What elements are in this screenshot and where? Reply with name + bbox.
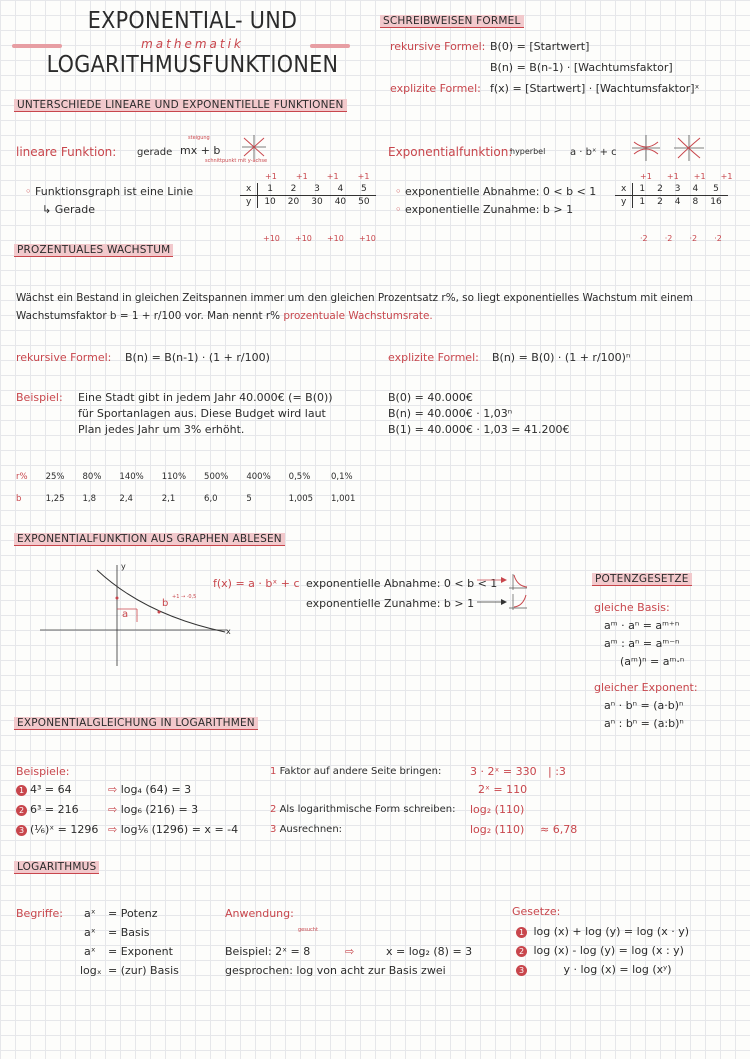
schreibweisen-heading: SCHREIBWEISEN FORMEL xyxy=(380,15,524,28)
lin-type: gerade xyxy=(137,147,173,158)
begriff-definition: = Basis xyxy=(108,926,150,939)
lin-y-cell: 10 xyxy=(264,197,276,207)
lin-label: lineare Funktion: xyxy=(16,145,117,159)
rate-r-cell: 110% xyxy=(161,472,187,482)
example-equation: 6³ = 216 xyxy=(30,803,79,816)
gleichung-example-2 xyxy=(16,803,79,817)
begriff-definition: = (zur) Basis xyxy=(108,964,179,977)
lin-top-ann: +1 xyxy=(295,172,308,181)
gesetze-label: Gesetze: xyxy=(512,905,561,918)
potenz-gb-3: (aᵐ)ⁿ = aᵐ·ⁿ xyxy=(620,655,685,668)
example-equation: 4³ = 64 xyxy=(30,783,72,796)
exp-table-top-arrows xyxy=(620,164,732,183)
anwendung-line-1: Beispiel: 2ˣ = 8 xyxy=(225,945,311,958)
title-decoration-bar xyxy=(12,44,62,48)
rate-b-cell: 2,1 xyxy=(161,494,176,504)
rate-b-cell: 1,001 xyxy=(331,494,356,504)
lin-top-ann: +1 xyxy=(357,172,370,181)
exp-y-cell: 1 xyxy=(639,197,646,207)
calc-line-2: B(n) = 40.000€ · 1,03ⁿ xyxy=(388,407,513,420)
lin-x-cell: 5 xyxy=(352,183,375,196)
rate-r-cell: 500% xyxy=(204,472,229,482)
schreibweisen-rek-2: B(n) = B(n-1) · [Wachtumsfaktor] xyxy=(490,61,673,74)
gleichung-beispiele-label: Beispiele: xyxy=(16,765,70,778)
graph-b-annotation: +1 → ·0,5 xyxy=(172,594,197,600)
exp-x-cell: 4 xyxy=(687,183,705,196)
potenz-heading: POTENZGESETZE xyxy=(592,573,692,586)
beispiel-label: Beispiel: xyxy=(16,391,63,404)
lin-bottom-ann: +10 xyxy=(263,234,280,243)
begriffe-label: Begriffe: xyxy=(16,907,63,920)
lin-ann-m: steigung xyxy=(188,135,210,141)
example-number-badge: 2 xyxy=(16,805,27,816)
beispiel-line-2: für Sportanlagen aus. Diese Budget wird laut xyxy=(78,407,326,420)
gleichung-log-3 xyxy=(108,823,238,837)
gleichung-step-2 xyxy=(270,803,455,816)
lin-formula: mx + b xyxy=(180,144,221,157)
rate-b-cell: 1,25 xyxy=(45,494,65,504)
ablesen-abnahme: exponentielle Abnahme: 0 < b < 1 xyxy=(306,577,498,590)
gleichung-log-1 xyxy=(108,783,191,797)
step-3-result: log₂ (110) xyxy=(470,823,525,836)
gesetz-number-badge: 1 xyxy=(516,927,527,938)
gesetz-2 xyxy=(516,944,684,958)
page-title-line1: EXPONENTIAL- UND xyxy=(87,8,298,34)
step-3-approx: ≈ 6,78 xyxy=(540,823,578,836)
lin-table-bottom-arrows xyxy=(245,226,376,245)
potenz-ge-1: aⁿ · bⁿ = (a·b)ⁿ xyxy=(604,699,684,712)
step-2-result: log₂ (110) xyxy=(470,803,525,816)
begriff-symbol: aˣ xyxy=(84,926,96,939)
schreibweisen-exp-1: f(x) = [Startwert] · [Wachtumsfaktor]ˣ xyxy=(490,82,700,95)
rate-r-cell: 0,5% xyxy=(288,472,311,482)
exp-bottom-ann: ·2 xyxy=(714,234,722,243)
exp-bullet-1-text: exponentielle Abnahme: 0 < b < 1 xyxy=(405,185,597,198)
gesetz-text: log (x) - log (y) = log (x : y) xyxy=(533,944,684,957)
exp-bullet-2-text: exponentielle Zunahme: b > 1 xyxy=(405,203,574,216)
lin-bottom-ann: +10 xyxy=(326,234,344,243)
example-log: log⅙ (1296) = x = -4 xyxy=(120,823,239,836)
lin-top-ann: +1 xyxy=(326,172,339,181)
logarithmus-heading: LOGARITHMUS xyxy=(14,861,99,874)
gleichung-example-1 xyxy=(16,783,72,797)
step-number: 1 xyxy=(270,766,277,777)
lin-y-cell: 50 xyxy=(358,197,370,207)
lin-bottom-ann: +10 xyxy=(358,234,376,243)
exp-formula: a · bˣ + c xyxy=(570,147,617,158)
exp-bullet-2: ◦ exponentielle Zunahme: b > 1 xyxy=(395,203,574,216)
potenz-gb-1: aᵐ · aⁿ = aᵐ⁺ⁿ xyxy=(604,619,680,632)
example-log: log₄ (64) = 3 xyxy=(120,783,192,796)
exp-top-ann: +1 xyxy=(720,172,733,181)
prozentual-heading: PROZENTUALES WACHSTUM xyxy=(14,244,173,257)
graph-x-label: x xyxy=(226,627,231,636)
ablesen-heading: EXPONENTIALFUNKTION AUS GRAPHEN ABLESEN xyxy=(14,533,285,546)
lin-x-cell: 4 xyxy=(329,183,352,196)
potenz-gleiche-basis: gleiche Basis: xyxy=(594,601,670,614)
lin-table-top-arrows xyxy=(245,164,369,183)
rate-b-cell: b xyxy=(16,494,22,504)
rate-r-cell: 0,1% xyxy=(331,472,353,482)
lin-y-cell: 40 xyxy=(334,197,347,207)
gesetz-text: y · log (x) = log (xʸ) xyxy=(563,963,672,976)
page-title-line2: LOGARITHMUSFUNKTIONEN xyxy=(46,52,339,78)
exp-bullet-1: ◦ exponentielle Abnahme: 0 < b < 1 xyxy=(395,185,597,198)
gleichung-heading: EXPONENTIALGLEICHUNG IN LOGARITHMEN xyxy=(14,717,258,730)
unterschiede-heading: UNTERSCHIEDE LINEARE UND EXPONENTIELLE FUNKTIONEN xyxy=(14,99,347,112)
gleichung-step-1 xyxy=(270,765,441,778)
rate-r-cell: 140% xyxy=(119,472,144,482)
linear-graph-icon xyxy=(240,134,268,160)
gesetz-1 xyxy=(516,925,689,939)
step-text: Faktor auf andere Seite bringen: xyxy=(279,766,442,777)
begriff-symbol: aˣ xyxy=(84,945,96,958)
exp-bottom-ann: ·2 xyxy=(664,234,673,243)
step-1-result-a: 3 · 2ˣ = 330 xyxy=(470,765,537,778)
example-number-badge: 3 xyxy=(16,825,27,836)
exp-x-cell: 3 xyxy=(669,183,687,196)
rate-r-cell: r% xyxy=(16,472,28,482)
gleichung-log-2 xyxy=(108,803,198,817)
exp-label: Exponentialfunktion: xyxy=(388,145,513,159)
lin-x-cell: 3 xyxy=(305,183,328,196)
lin-bullet-2: ↳ Gerade xyxy=(42,203,96,216)
step-number: 3 xyxy=(270,824,277,835)
exp-y-cell: 4 xyxy=(674,197,681,207)
step-number: 2 xyxy=(270,804,277,815)
exp-bottom-ann: ·2 xyxy=(689,234,698,243)
rate-r-cell: 80% xyxy=(82,472,102,482)
exp-y-cell: y xyxy=(615,196,633,209)
abnahme-zunahme-mini-graphs xyxy=(477,572,529,612)
schreibweisen-rek-1: B(0) = [Startwert] xyxy=(490,40,590,53)
exp-bottom-ann: ·2 xyxy=(640,234,648,243)
schreibweisen-exp-label: explizite Formel: xyxy=(390,82,481,95)
potenz-ge-2: aⁿ : bⁿ = (a:b)ⁿ xyxy=(604,717,684,730)
gleichung-step-3 xyxy=(270,823,342,836)
prozentual-exp-formula: B(n) = B(0) · (1 + r/100)ⁿ xyxy=(492,351,631,364)
arrow-right-icon: ⇨ xyxy=(108,783,121,796)
page-title-subtitle: mathematik xyxy=(141,37,244,51)
begriff-definition: = Potenz xyxy=(108,907,158,920)
rate-b-cell: 2,4 xyxy=(119,494,133,504)
example-number-badge: 1 xyxy=(16,785,27,796)
beispiel-line-3: Plan jedes Jahr um 3% erhöht. xyxy=(78,423,245,436)
step-1-divide: | :3 xyxy=(548,765,566,778)
rate-b-cell: 5 xyxy=(246,494,252,504)
calc-line-3: B(1) = 40.000€ · 1,03 = 41.200€ xyxy=(388,423,570,436)
lin-y-cell: y xyxy=(240,196,258,209)
graph-b-label: b xyxy=(162,598,169,609)
lin-y-cell: 30 xyxy=(311,197,323,207)
exp-y-cell: 16 xyxy=(710,197,722,207)
exp-y-cell: 2 xyxy=(657,197,663,207)
exp-decay-graph xyxy=(35,560,235,670)
example-equation: (⅙)ˣ = 1296 xyxy=(30,823,99,836)
gesetz-3 xyxy=(516,963,672,977)
exp-x-cell: x xyxy=(615,183,633,196)
schreibweisen-rek-label: rekursive Formel: xyxy=(390,40,486,53)
anwendung-result: x = log₂ (8) = 3 xyxy=(386,945,473,958)
rate-b-cell: 6,0 xyxy=(204,494,218,504)
exp-y-cell: 8 xyxy=(692,197,699,207)
gleichung-example-3 xyxy=(16,823,98,837)
exp-x-cell: 5 xyxy=(704,183,727,196)
lin-bottom-ann: +10 xyxy=(294,234,312,243)
lin-ann-b: schnittpunkt mit y-achse xyxy=(205,158,268,164)
lin-bullet-1-text: Funktionsgraph ist eine Linie xyxy=(35,185,194,198)
anwendung-annotation: gesucht xyxy=(298,927,318,933)
begriff-symbol: aˣ xyxy=(84,907,96,920)
potenz-gb-2: aᵐ : aⁿ = aᵐ⁻ⁿ xyxy=(604,637,680,650)
exp-table-bottom-arrows xyxy=(620,226,722,245)
graph-a-label: a xyxy=(122,609,129,620)
ablesen-formula: f(x) = a · bˣ + c xyxy=(213,577,300,590)
exp-top-ann: +1 xyxy=(640,172,652,181)
lin-value-table xyxy=(240,183,376,208)
rate-r-cell: 25% xyxy=(45,472,65,482)
example-log: log₆ (216) = 3 xyxy=(120,803,199,816)
begriff-definition: = Exponent xyxy=(108,945,173,958)
exp-graph-icons xyxy=(630,134,710,162)
beispiel-line-1: Eine Stadt gibt in jedem Jahr 40.000€ (= B(0)) xyxy=(78,391,333,404)
exp-top-ann: +1 xyxy=(666,172,679,181)
prozentual-text-1: Wächst ein Bestand in gleichen Zeitspannen immer um den gleichen Prozentsatz r%, so liegt exponentielles Wachstum mit einem xyxy=(16,292,694,304)
rate-b-cell: 1,005 xyxy=(288,494,314,504)
calc-line-1: B(0) = 40.000€ xyxy=(388,391,473,404)
exp-x-cell: 1 xyxy=(633,183,651,196)
step-1-result-b: 2ˣ = 110 xyxy=(478,783,528,796)
anwendung-label: Anwendung: xyxy=(225,907,294,920)
arrow-right-icon: ⇨ xyxy=(108,803,121,816)
lin-y-cell: 20 xyxy=(287,197,300,207)
step-text: Ausrechnen: xyxy=(279,824,343,835)
arrow-right-icon: ⇨ xyxy=(345,945,355,958)
lin-x-cell: x xyxy=(240,183,258,196)
prozentual-rek-label: rekursive Formel: xyxy=(16,351,112,364)
exp-type: hyperbel xyxy=(510,147,546,156)
rate-b-cell: 1,8 xyxy=(82,494,97,504)
begriff-symbol: logₓ xyxy=(80,964,102,977)
prozentual-text-2-red: prozentuale Wachstumsrate. xyxy=(283,310,433,322)
rate-r-cell: 400% xyxy=(246,472,271,482)
rate-table xyxy=(12,470,364,506)
lin-x-cell: 2 xyxy=(282,183,305,196)
prozentual-rek-formula: B(n) = B(n-1) · (1 + r/100) xyxy=(125,351,270,364)
prozentual-exp-label: explizite Formel: xyxy=(388,351,479,364)
gesetz-number-badge: 3 xyxy=(516,965,527,976)
exp-value-table xyxy=(615,183,728,208)
exp-x-cell: 2 xyxy=(651,183,669,196)
gesetz-number-badge: 2 xyxy=(516,946,527,957)
ablesen-zunahme: exponentielle Zunahme: b > 1 xyxy=(306,597,475,610)
exp-top-ann: +1 xyxy=(693,172,706,181)
prozentual-text-2a: Wachstumsfaktor b = 1 + r/100 vor. Man nennt r% xyxy=(16,310,280,322)
step-text: Als logarithmische Form schreiben: xyxy=(279,804,456,815)
gesetz-text: log (x) + log (y) = log (x · y) xyxy=(533,925,689,938)
lin-bullet-1: ◦ Funktionsgraph ist eine Linie xyxy=(25,185,194,198)
lin-top-ann: +1 xyxy=(265,172,277,181)
prozentual-text-2 xyxy=(16,309,433,323)
lin-x-cell: 1 xyxy=(258,183,282,196)
potenz-gleicher-exponent: gleicher Exponent: xyxy=(594,681,698,694)
anwendung-line-2: gesprochen: log von acht zur Basis zwei xyxy=(225,964,446,977)
arrow-right-icon: ⇨ xyxy=(108,823,121,836)
graph-y-label: y xyxy=(121,562,126,571)
